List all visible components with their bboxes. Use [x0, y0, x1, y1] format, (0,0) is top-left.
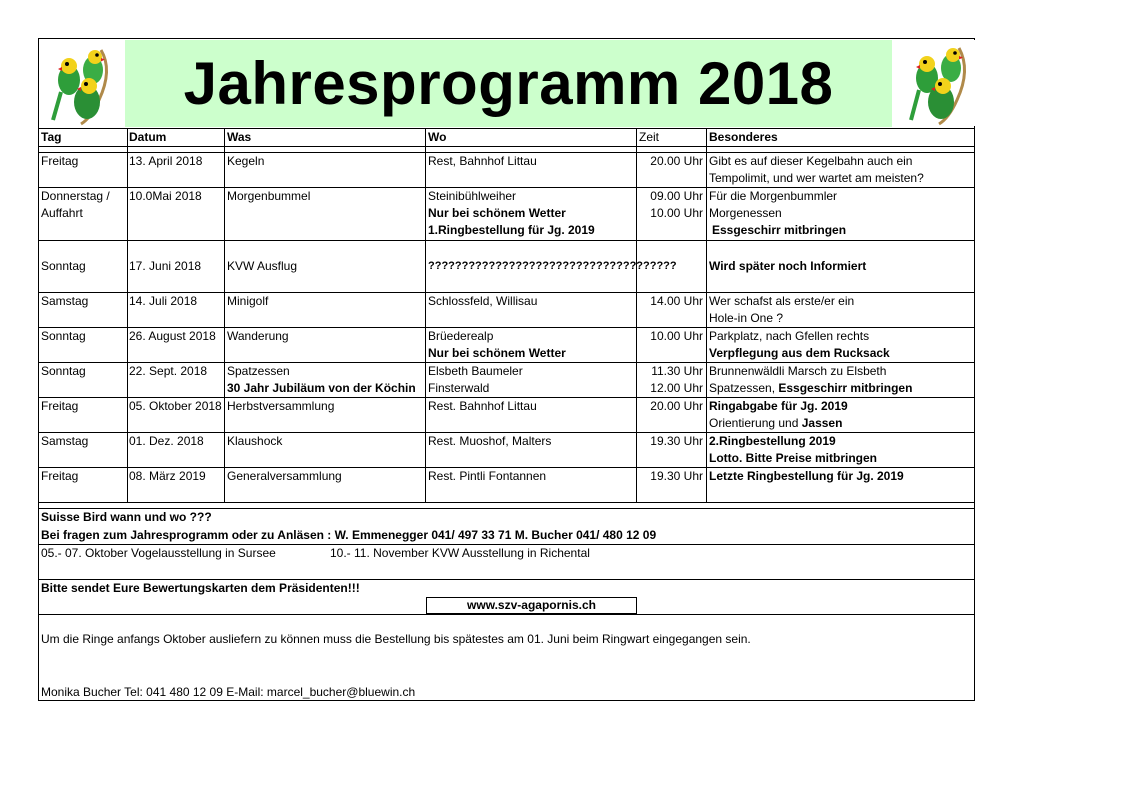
divider — [39, 128, 974, 129]
cell-zeit: 11.30 Uhr — [651, 364, 703, 378]
cell-besonderes: Brunnenwäldli Marsch zu Elsbeth — [709, 364, 887, 378]
cell-datum: 01. Dez. 2018 — [129, 434, 204, 448]
divider — [39, 614, 974, 615]
cell-wo: Nur bei schönem Wetter — [428, 346, 566, 360]
cell-was: Morgenbummel — [227, 189, 311, 203]
cell-was: Minigolf — [227, 294, 269, 308]
cell-was: KVW Ausflug — [227, 259, 298, 273]
cell-tag: Auffahrt — [41, 206, 83, 220]
cell-zeit: 10.00 Uhr — [650, 206, 703, 220]
cell-besonderes: Tempolimit, und wer wartet am meisten? — [709, 171, 924, 185]
cards-note: Bitte sendet Eure Bewertungskarten dem Präsidenten!!! — [41, 581, 360, 595]
cell-besonderes: Hole-in One ? — [709, 311, 784, 325]
cell-besonderes: Gibt es auf dieser Kegelbahn auch ein — [709, 154, 913, 168]
cell-tag: Sonntag — [41, 329, 86, 343]
contact-line: Bei fragen zum Jahresprogramm oder zu Anläsen : W. Emmenegger 041/ 497 33 71 M. Bucher 041/ 480 12 09 — [41, 528, 657, 542]
cell-wo: Steinibühlweiher — [428, 189, 517, 203]
cell-besonderes-text: Orientierung und — [709, 416, 802, 430]
column-header-was: Was — [227, 130, 252, 144]
cell-datum: 08. März 2019 — [129, 469, 206, 483]
cell-was: 30 Jahr Jubiläum von der Köchin — [227, 381, 416, 395]
cell-besonderes: Ringabgabe für Jg. 2019 — [709, 399, 848, 413]
cell-tag: Donnerstag / — [41, 189, 110, 203]
suisse-bird-note: Suisse Bird wann und wo ??? — [41, 510, 212, 524]
cell-besonderes: Letzte Ringbestellung für Jg. 2019 — [709, 469, 904, 483]
cell-wo: Finsterwald — [428, 381, 490, 395]
cell-datum: 13. April 2018 — [129, 154, 203, 168]
signature: Monika Bucher Tel: 041 480 12 09 E-Mail: marcel_bucher@bluewin.ch — [41, 685, 416, 699]
cell-wo: Rest. Muoshof, Malters — [428, 434, 552, 448]
cell-besonderes: Wer schafst als erste/er ein — [709, 294, 855, 308]
event-vogelausstellung: 05.- 07. Oktober Vogelausstellung in Sursee — [41, 546, 276, 560]
cell-besonderes-text: Spatzessen, — [709, 381, 779, 395]
cell-zeit: 19.30 Uhr — [650, 469, 703, 483]
cell-zeit: 19.30 Uhr — [650, 434, 703, 448]
cell-besonderes: Für die Morgenbummler — [709, 189, 838, 203]
column-header-tag: Tag — [41, 130, 62, 144]
cell-tag: Samstag — [41, 434, 89, 448]
cell-besonderes: Morgenessen — [709, 206, 782, 220]
cell-zeit: 12.00 Uhr — [650, 381, 703, 395]
cell-besonderes — [709, 380, 912, 397]
cell-besonderes: Essgeschirr mitbringen — [712, 223, 847, 237]
cell-tag: Freitag — [41, 154, 79, 168]
cell-datum: 05. Oktober 2018 — [129, 399, 222, 413]
cell-was: Spatzessen — [227, 364, 290, 378]
cell-wo: Nur bei schönem Wetter — [428, 206, 566, 220]
column-header-datum: Datum — [129, 130, 167, 144]
program-sheet — [38, 38, 975, 701]
cell-datum: 17. Juni 2018 — [129, 259, 202, 273]
cell-besonderes: Lotto. Bitte Preise mitbringen — [709, 451, 878, 465]
cell-wo: ????????????????????????????????????? — [428, 260, 677, 272]
cell-besonderes: Verpflegung aus dem Rucksack — [709, 346, 890, 360]
column-line — [706, 128, 707, 502]
cell-zeit: 20.00 Uhr — [650, 399, 703, 413]
divider — [39, 146, 974, 147]
cell-datum: 22. Sept. 2018 — [129, 364, 208, 378]
lovebird-icon — [897, 40, 979, 126]
cell-wo: Schlossfeld, Willisau — [428, 294, 538, 308]
cell-tag: Sonntag — [41, 259, 86, 273]
column-line — [127, 128, 128, 502]
cell-was: Kegeln — [227, 154, 265, 168]
cell-besonderes: Parkplatz, nach Gfellen rechts — [709, 329, 870, 343]
ring-order-note: Um die Ringe anfangs Oktober ausliefern zu können muss die Bestellung bis spätestes am 01. Juni beim Ringwart eingegangen sein. — [41, 632, 751, 646]
cell-zeit: 10.00 Uhr — [650, 329, 703, 343]
cell-besonderes-bold: Essgeschirr mitbringen — [778, 381, 913, 395]
cell-wo: Brüederealp — [428, 329, 494, 343]
cell-besonderes: Wird später noch Informiert — [709, 259, 867, 273]
lovebird-icon — [41, 40, 123, 126]
cell-was: Wanderung — [227, 329, 289, 343]
column-line — [224, 128, 225, 502]
column-header-wo: Wo — [428, 130, 447, 144]
cell-wo: Elsbeth Baumeler — [428, 364, 523, 378]
cell-zeit: 20.00 Uhr — [650, 154, 703, 168]
cell-wo: 1.Ringbestellung für Jg. 2019 — [428, 223, 595, 237]
cell-wo: Rest. Pintli Fontannen — [428, 469, 547, 483]
cell-tag: Freitag — [41, 399, 79, 413]
cell-zeit: 09.00 Uhr — [650, 189, 703, 203]
website-link[interactable]: www.szv-agapornis.ch — [426, 597, 637, 614]
cell-wo: Rest, Bahnhof Littau — [428, 154, 537, 168]
cell-wo: Rest. Bahnhof Littau — [428, 399, 537, 413]
column-header-zeit: Zeit — [639, 130, 660, 144]
cell-was: Generalversammlung — [227, 469, 342, 483]
cell-was: Klaushock — [227, 434, 283, 448]
cell-besonderes-bold: Jassen — [801, 416, 843, 430]
cell-datum: 26. August 2018 — [129, 329, 216, 343]
divider — [39, 240, 974, 241]
cell-tag: Freitag — [41, 469, 79, 483]
header — [39, 39, 974, 128]
divider — [39, 502, 974, 503]
cell-besonderes: 2.Ringbestellung 2019 — [709, 434, 836, 448]
event-kvw-ausstellung: 10.- 11. November KVW Ausstellung in Richental — [330, 546, 590, 560]
cell-tag: Samstag — [41, 294, 89, 308]
column-line — [425, 128, 426, 502]
cell-tag: Sonntag — [41, 364, 86, 378]
cell-zeit: 14.00 Uhr — [650, 294, 703, 308]
cell-datum: 14. Juli 2018 — [129, 294, 198, 308]
page-title: Jahresprogramm 2018 — [183, 50, 834, 117]
cell-besonderes — [709, 415, 842, 432]
column-header-besonderes: Besonderes — [709, 130, 778, 144]
cell-was: Herbstversammlung — [227, 399, 335, 413]
cell-datum: 10.0Mai 2018 — [129, 189, 202, 203]
